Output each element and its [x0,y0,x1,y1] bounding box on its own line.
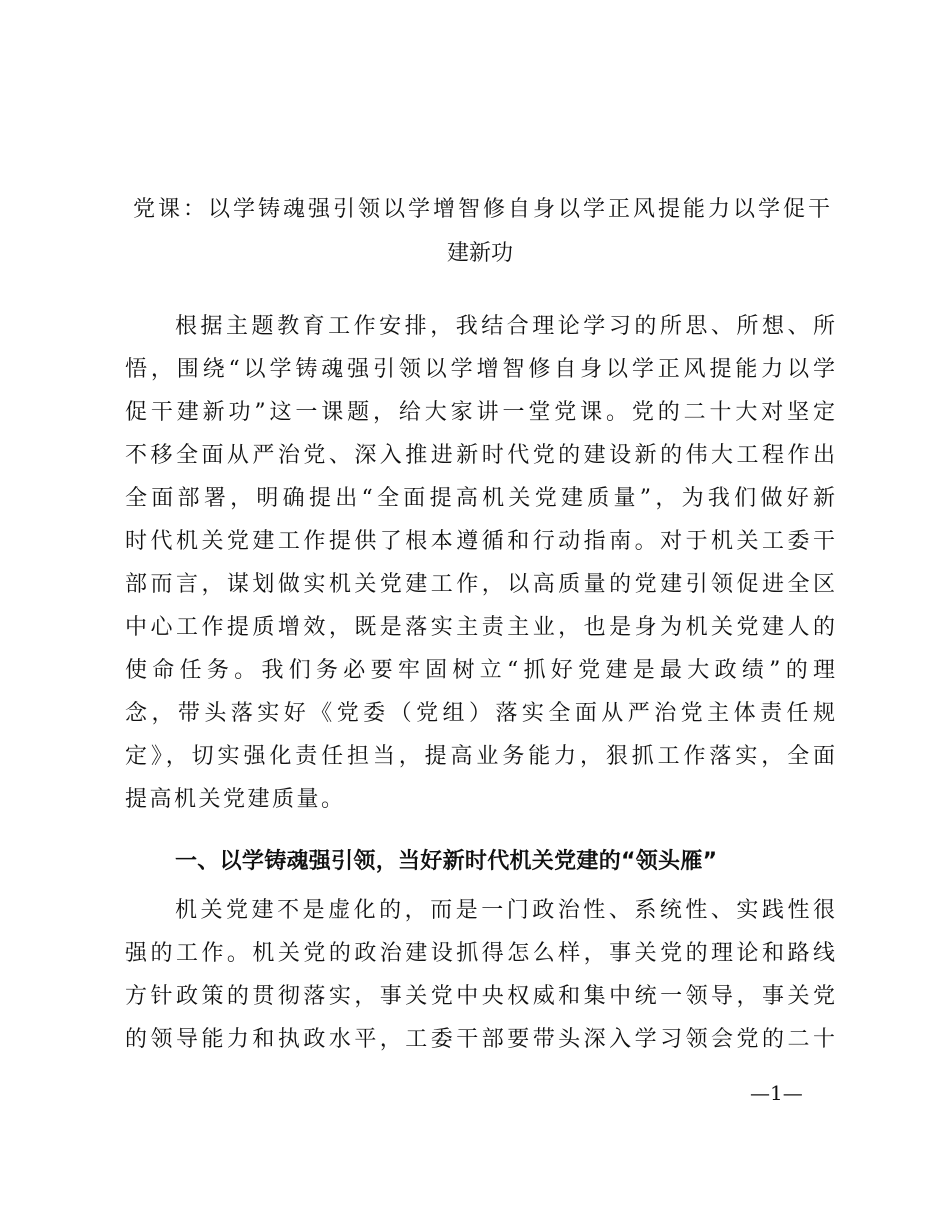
document-title-line-1: 党课：以学铸魂强引领以学增智修自身以学正风提能力以学促干 [133,197,830,222]
paragraph-line: 时代机关党建工作提供了根本遵循和行动指南。对于机关工委干 [125,529,835,554]
page-number: —1— [750,1081,803,1105]
paragraph-line: 使命任务。我们务必要牢固树立“抓好党建是最大政绩”的理 [125,658,835,683]
paragraph-line: 促干建新功”这一课题，给大家讲一堂党课。党的二十大对坚定 [125,400,835,425]
paragraph-line: 机关党建不是虚化的，而是一门政治性、系统性、实践性很 [175,898,835,923]
paragraph-line: 部而言，谋划做实机关党建工作，以高质量的党建引领促进全区 [125,572,835,597]
paragraph-line: 全面部署，明确提出“全面提高机关党建质量”，为我们做好新 [125,486,835,511]
document-title-line-2: 建新功 [446,241,513,266]
paragraph-line: 念，带头落实好《党委（党组）落实全面从严治党主体责任规 [125,701,835,726]
paragraph-line: 提高机关党建质量。 [125,787,346,812]
paragraph-line: 定》，切实强化责任担当，提高业务能力，狠抓工作落实，全面 [125,744,835,769]
paragraph-line: 的领导能力和执政水平，工委干部要带头深入学习领会党的二十 [125,1027,835,1052]
paragraph-line: 悟，围绕“以学铸魂强引领以学增智修自身以学正风提能力以学 [125,357,835,382]
paragraph-line: 强的工作。机关党的政治建设抓得怎么样，事关党的理论和路线 [125,941,835,966]
section-heading: 一、以学铸魂强引领，当好新时代机关党建的“领头雁” [175,849,718,874]
paragraph-line: 根据主题教育工作安排，我结合理论学习的所思、所想、所 [175,314,835,339]
paragraph-line: 不移全面从严治党、深入推进新时代党的建设新的伟大工程作出 [125,443,835,468]
paragraph-line: 方针政策的贯彻落实，事关党中央权威和集中统一领导，事关党 [125,984,835,1009]
paragraph-line: 中心工作提质增效，既是落实主责主业，也是身为机关党建人的 [125,615,835,640]
